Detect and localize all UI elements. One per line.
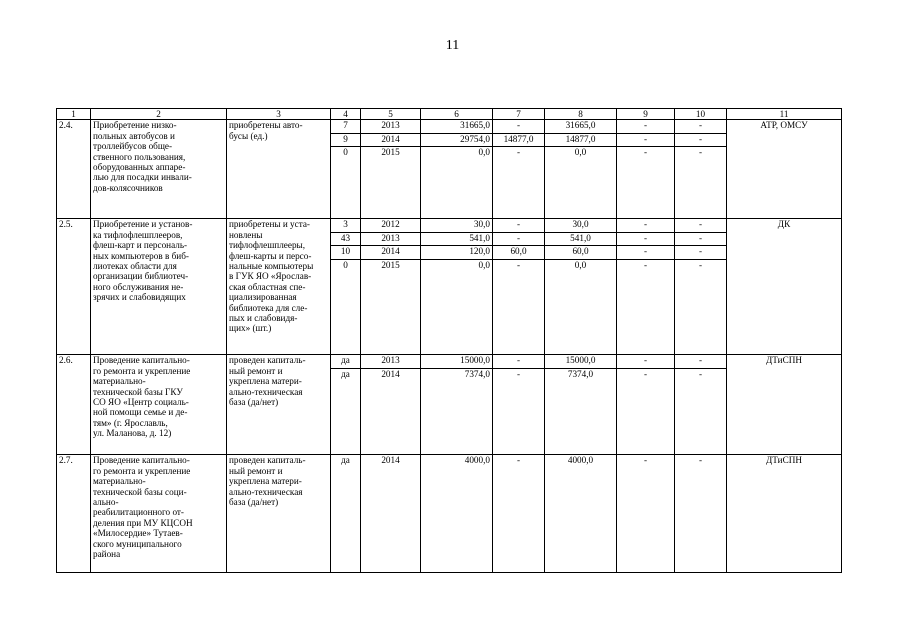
regional-amount: 31665,0 <box>545 120 616 134</box>
header-cell: 4 <box>331 109 361 120</box>
year-cell: 2014 <box>361 246 420 260</box>
total-amount: 120,0 <box>421 246 492 260</box>
regional-amount: 0,0 <box>574 259 587 270</box>
federal-amount: 14877,0 <box>493 134 544 148</box>
header-row <box>57 109 842 120</box>
col10-value-column <box>675 219 727 355</box>
measure-title: Приобретение низко- польных автобусов и троллейбусов обще- ственного пользования, оборудованных аппаре- лью для посадки инвали- дов-колясочников <box>91 120 227 219</box>
total-amount-column <box>421 455 493 573</box>
indicator-text: проведен капиталь- ный ремонт и укреплена матери- ально-техническая база (да/нет) <box>227 455 331 573</box>
indicator-value: 3 <box>331 219 360 233</box>
row-number: 2.4. <box>57 120 91 219</box>
indicator-value-column <box>331 120 361 219</box>
indicator-value: 9 <box>331 134 360 148</box>
measure-title: Проведение капитально- го ремонта и укрепление материально- технической базы соци- ально- реабилитационного от- деления при МУ КЦСОН «Милосердие» Тутаев- ского муниципального района <box>91 455 227 573</box>
indicator-text: приобретены и уста- новлены тифлофлешплееры, флеш-карты и персо- нальные компьютеры в ГУК ЯО «Ярослав- ская областная спе- циализированная библиотека для сле- пых и слабовидя- щих» (шт.) <box>227 219 331 355</box>
executor-cell: АТР, ОМСУ <box>727 120 842 219</box>
regional-amount-column <box>545 355 617 455</box>
total-amount-column <box>421 219 493 355</box>
page-number: 11 <box>445 38 460 53</box>
indicator-value: да <box>341 455 350 466</box>
year-cell: 2013 <box>361 120 420 134</box>
total-amount: 7374,0 <box>464 368 490 379</box>
total-amount: 541,0 <box>421 233 492 247</box>
col10-value: - <box>698 259 703 270</box>
col10-value: - <box>675 233 726 247</box>
federal-amount: - <box>493 233 544 247</box>
regional-amount: 4000,0 <box>567 455 594 466</box>
measure-title: Приобретение и установ- ка тифлофлешплееров, флеш-карт и персональ- ных компьютеров в биб- лиотеках области для организации библиотеч- ного обслуживания не- зрячих и слабовидящих <box>91 219 227 355</box>
federal-amount: - <box>516 259 521 270</box>
total-amount: 0,0 <box>478 259 490 270</box>
total-amount: 15000,0 <box>421 355 492 369</box>
col9-value-column <box>617 355 675 455</box>
total-amount: 0,0 <box>478 147 490 158</box>
header-cell: 2 <box>91 109 227 120</box>
year-cell: 2014 <box>381 368 400 379</box>
year-cell-column <box>361 455 421 573</box>
indicator-value: 0 <box>343 147 348 158</box>
col10-value: - <box>698 455 703 466</box>
executor-cell: ДК <box>727 219 842 355</box>
header-cell: 10 <box>675 109 727 120</box>
col10-value: - <box>675 246 726 260</box>
indicator-value: 43 <box>331 233 360 247</box>
indicator-value: 0 <box>343 259 348 270</box>
col9-value: - <box>617 233 674 247</box>
indicator-value-column <box>331 455 361 573</box>
indicator-value: да <box>341 368 350 379</box>
year-cell: 2014 <box>361 134 420 148</box>
col9-value: - <box>617 246 674 260</box>
regional-amount: 7374,0 <box>567 368 594 379</box>
regional-amount-column <box>545 455 617 573</box>
indicator-value-column <box>331 219 361 355</box>
row-number: 2.5. <box>57 219 91 355</box>
col9-value: - <box>617 120 674 134</box>
col10-value: - <box>698 368 703 379</box>
year-cell: 2013 <box>361 233 420 247</box>
col9-value-column <box>617 219 675 355</box>
col9-value-column <box>617 120 675 219</box>
year-cell-column <box>361 219 421 355</box>
federal-amount-column <box>493 219 545 355</box>
indicator-value: 10 <box>331 246 360 260</box>
col9-value: - <box>617 134 674 148</box>
year-cell: 2015 <box>381 259 400 270</box>
col9-value: - <box>643 368 648 379</box>
row-number: 2.7. <box>57 455 91 573</box>
col9-value: - <box>643 455 648 466</box>
col10-value: - <box>675 219 726 233</box>
indicator-text: приобретены авто- бусы (ед.) <box>227 120 331 219</box>
federal-amount: - <box>493 219 544 233</box>
year-cell: 2012 <box>361 219 420 233</box>
regional-amount: 14877,0 <box>545 134 616 148</box>
table-row <box>57 355 842 455</box>
year-cell: 2014 <box>381 455 400 466</box>
col9-value: - <box>617 219 674 233</box>
row-number: 2.6. <box>57 355 91 455</box>
col9-value: - <box>643 147 648 158</box>
indicator-value-column <box>331 355 361 455</box>
col9-value-column <box>617 455 675 573</box>
col10-value: - <box>675 355 726 369</box>
col9-value: - <box>617 355 674 369</box>
federal-amount-column <box>493 455 545 573</box>
total-amount-column <box>421 120 493 219</box>
federal-amount-column <box>493 120 545 219</box>
regional-amount-column <box>545 219 617 355</box>
indicator-text: проведен капиталь- ный ремонт и укреплена матери- ально-техническая база (да/нет) <box>227 355 331 455</box>
executor-cell: ДТиСПН <box>727 455 842 573</box>
header-cell: 1 <box>57 109 91 120</box>
col10-value: - <box>675 134 726 148</box>
col10-value: - <box>675 120 726 134</box>
header-cell: 6 <box>421 109 493 120</box>
table-row <box>57 455 842 573</box>
header-cell: 11 <box>727 109 842 120</box>
program-table <box>56 108 842 573</box>
year-cell-column <box>361 355 421 455</box>
header-cell: 8 <box>545 109 617 120</box>
regional-amount: 541,0 <box>545 233 616 247</box>
federal-amount: - <box>516 147 521 158</box>
total-amount: 30,0 <box>421 219 492 233</box>
measure-title: Проведение капитально- го ремонта и укрепление материально- технической базы ГКУ СО ЯО «Центр социаль- ной помощи семье и де- тям» (г. Ярославль, ул. Маланова, д. 12) <box>91 355 227 455</box>
regional-amount-column <box>545 120 617 219</box>
table-body <box>57 109 842 573</box>
table-row <box>57 219 842 355</box>
table-row <box>57 120 842 219</box>
year-cell: 2015 <box>381 147 400 158</box>
header-cell: 3 <box>227 109 331 120</box>
federal-amount: 60,0 <box>493 246 544 260</box>
regional-amount: 0,0 <box>574 147 587 158</box>
regional-amount: 30,0 <box>545 219 616 233</box>
indicator-value: 7 <box>331 120 360 134</box>
header-cell: 5 <box>361 109 421 120</box>
indicator-value: да <box>331 355 360 369</box>
total-amount: 31665,0 <box>421 120 492 134</box>
col9-value: - <box>643 259 648 270</box>
year-cell-column <box>361 120 421 219</box>
header-cell: 7 <box>493 109 545 120</box>
federal-amount: - <box>493 120 544 134</box>
regional-amount: 60,0 <box>545 246 616 260</box>
col10-value-column <box>675 120 727 219</box>
federal-amount-column <box>493 355 545 455</box>
total-amount: 4000,0 <box>464 455 490 466</box>
total-amount-column <box>421 355 493 455</box>
federal-amount: - <box>516 368 521 379</box>
header-cell: 9 <box>617 109 675 120</box>
federal-amount: - <box>516 455 521 466</box>
col10-value: - <box>698 147 703 158</box>
col10-value-column <box>675 455 727 573</box>
total-amount: 29754,0 <box>421 134 492 148</box>
federal-amount: - <box>493 355 544 369</box>
regional-amount: 15000,0 <box>545 355 616 369</box>
year-cell: 2013 <box>361 355 420 369</box>
col10-value-column <box>675 355 727 455</box>
executor-cell: ДТиСПН <box>727 355 842 455</box>
